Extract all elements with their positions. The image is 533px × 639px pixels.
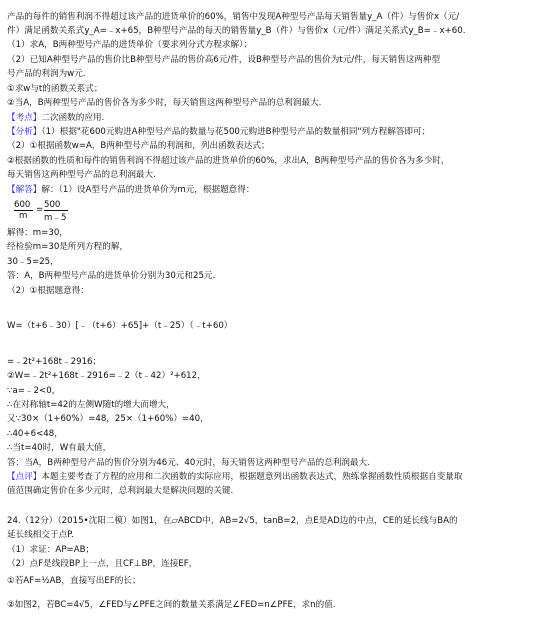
tag-text: 本题主要考查了方程的应用和二次函数的实际应用，根据题意列出函数表达式，熟练掌握函数性质根据自变量取 xyxy=(41,472,463,482)
text-line: ∴在对称轴t=42的左侧W随t的增大而增大， xyxy=(7,400,175,410)
text-line: 答：当A，B两种型号产品的售价分别为46元、40元时，每天销售这两种型号产品的总利润最大. xyxy=(7,458,370,468)
tag-text: 解：（1）设A型号产品的进货单价为m元，根据题意得： xyxy=(41,185,255,195)
fraction-numerator: 500 xyxy=(44,200,61,210)
text-line xyxy=(7,185,254,196)
question-line: 延长线相交于点P. xyxy=(7,530,74,540)
question-line: （1）求证：AP=AB； xyxy=(7,545,95,555)
formula-line: =﹣2t²+168t﹣2916； xyxy=(7,357,102,367)
fraction-denominator: m﹣5 xyxy=(44,213,67,223)
text-line: （2）①根据题意得： xyxy=(7,286,89,296)
text-line: 30﹣5=25， xyxy=(7,257,59,267)
text-line: ∴当t=40时，W有最大值， xyxy=(7,443,112,453)
text-line: ∴40+6<48， xyxy=(7,429,63,439)
text-line: 件）满足函数关系式y_A=﹣x+65，B种型号产品的每天的销售量y_B（件）与售价x（元/件）满足关系式y_B=﹣x+60. xyxy=(7,26,466,36)
text-line: （1）求A，B两种型号产品的进货单价（要求列分式方程求解）； xyxy=(7,40,252,50)
equals-sign: = xyxy=(36,205,44,215)
formula-line: ②W=﹣2t²+168t﹣2916=﹣2（t﹣42）²+612， xyxy=(7,371,206,381)
tag-label: 【分析】 xyxy=(7,127,42,137)
text-line: 号产品的利润为w元. xyxy=(7,69,86,79)
text-line: ∵a=﹣2<0， xyxy=(7,386,61,396)
text-line: 解得：m=30， xyxy=(7,228,68,238)
fraction-numerator: 600 xyxy=(14,200,31,210)
text-line: 答：A，B两种型号产品的进货单价分别为30元和25元. xyxy=(7,271,216,281)
text-line: 值范围确定售价在多少元时，总利润最大是解决问题的关键. xyxy=(7,486,234,496)
fraction-denominator: m xyxy=(19,211,28,221)
text-line: ②根据函数的性质和每件的销售利润不得超过该产品的进货单价的60%，求出A，B两种型号产品的售价各为多少时， xyxy=(7,156,450,166)
text-line: ②当A，B两种型号产品的售价各为多少时，每天销售这两种型号产品的总利润最大. xyxy=(7,98,322,108)
text-line: ①求w与t的函数关系式； xyxy=(7,84,103,94)
text-line: （2）①根据函数w=A，B两种型号产品的利润和，列出函数表达式； xyxy=(7,141,270,151)
text-line xyxy=(7,127,430,138)
tag-label: 【解答】 xyxy=(7,185,42,195)
question-line: 24.（12分）（2015•沈阳二模）如图1，在▱ABCD中，AB=2√5，tanB=2，点E是AD边的中点，CE的延长线与BA的 xyxy=(7,516,458,526)
formula-line: W=（t+6﹣30）[﹣（t+6）+65]+（t﹣25）（﹣t+60） xyxy=(7,321,233,331)
tag-label: 【点评】 xyxy=(7,472,42,482)
text-line: 每天销售这两种型号产品的总利润最大. xyxy=(7,170,156,180)
text-line xyxy=(7,472,463,483)
question-line: ①若AF=½AB，直接写出EF的长； xyxy=(7,576,141,586)
text-line xyxy=(7,113,104,124)
text-line: （2）已知A种型号产品的售价比B种型号产品的售价高6元/件，设B种型号产品的售价为t元/件，每天销售这两种型 xyxy=(7,55,441,65)
tag-label: 【考点】 xyxy=(7,113,42,123)
tag-text: 二次函数的应用. xyxy=(41,113,105,123)
text-line: 又∵30×（1+60%）=48，25×（1+60%）=40， xyxy=(7,414,209,424)
tag-text: （1）根据"花600元购进A种型号产品的数量与花500元购进B种型号产品的数量相同"列方程解答即可； xyxy=(41,127,431,137)
question-line: （2）点F是线段BP上一点，且CF⊥BP，连接EF， xyxy=(7,559,198,569)
fraction-500-over-m-5 xyxy=(44,200,74,224)
question-line: ②如图2，若BC=4√5，∠FED与∠PFE之间的数量关系满足∠FED=n∠PFE，求n的值. xyxy=(7,600,336,610)
text-line: 经检验m=30是所列方程的解， xyxy=(7,242,129,252)
text-line: 产品的每件的销售利润不得超过该产品的进货单价的60%，销售中发现A种型号产品每天销售量y_A（件）与售价x（元/ xyxy=(7,12,460,22)
